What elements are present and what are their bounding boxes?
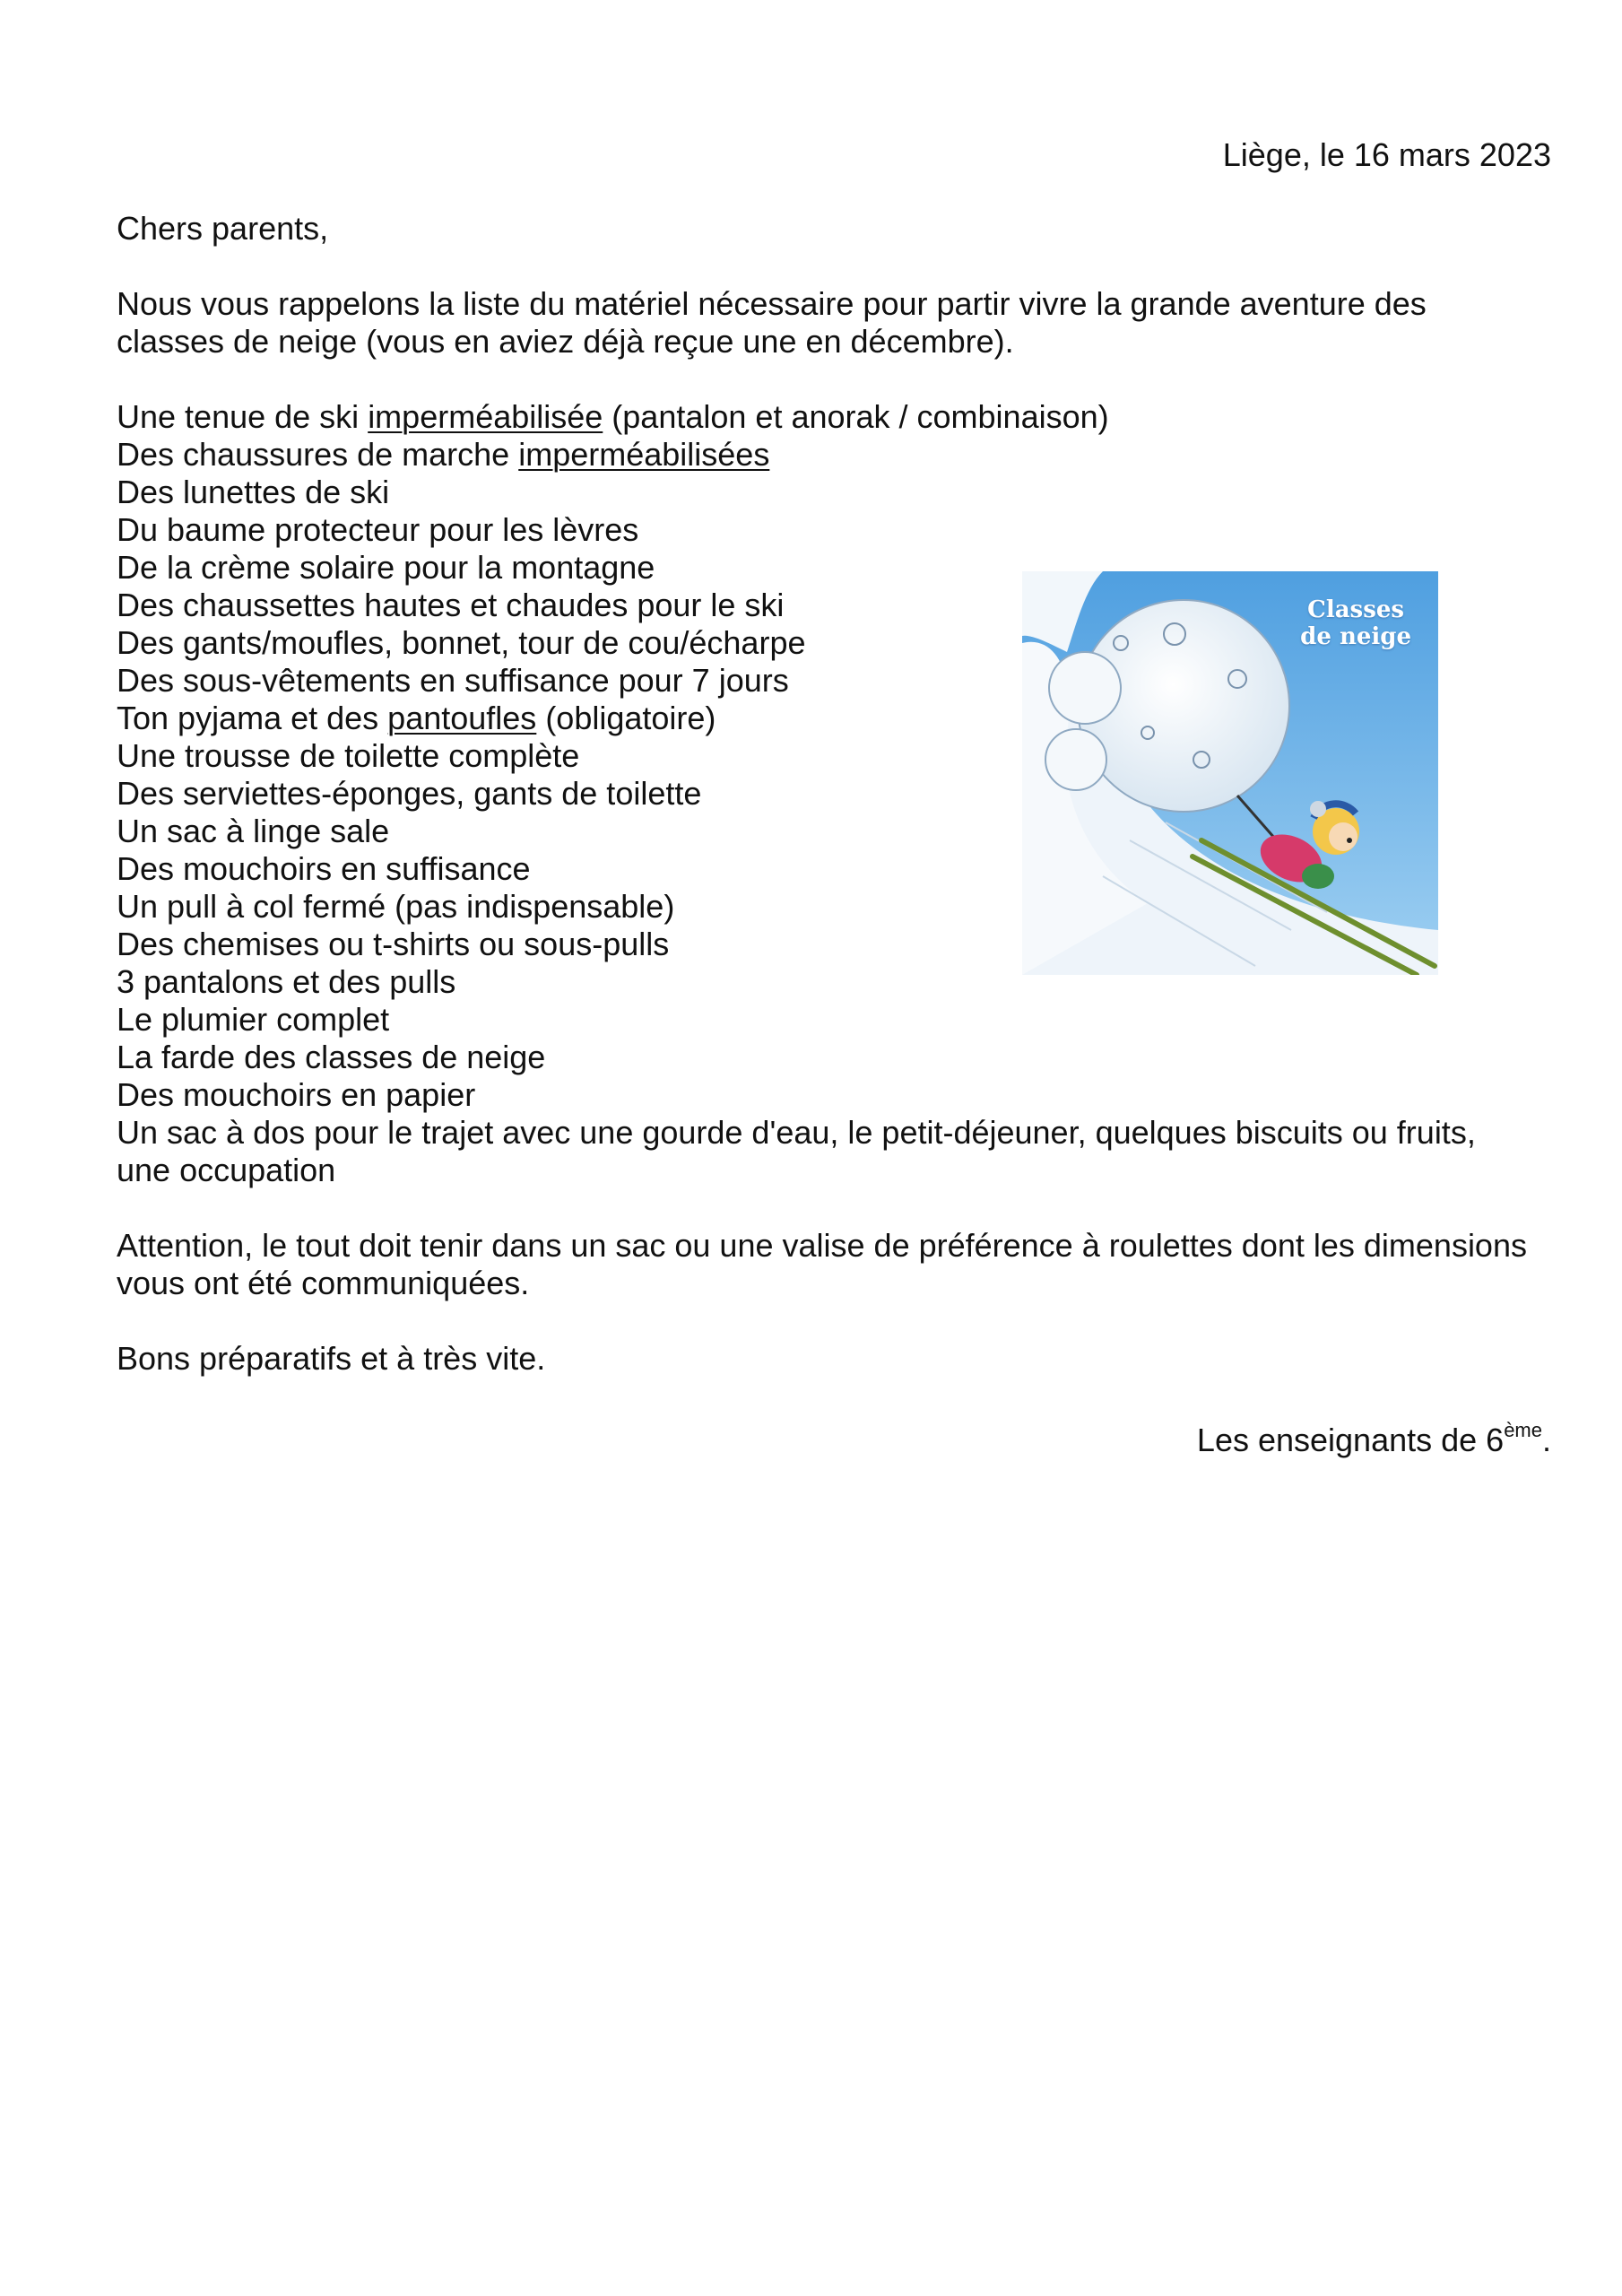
letter-date: Liège, le 16 mars 2023 (1222, 136, 1551, 173)
underlined-text: pantoufles (387, 700, 537, 736)
list-item: Du baume protecteur pour les lèvres (117, 511, 639, 548)
list-item: Des serviettes-éponges, gants de toilette (117, 775, 702, 812)
list-item: Le plumier complet (117, 1001, 390, 1038)
list-item: Des mouchoirs en suffisance (117, 850, 531, 887)
list-item: Une tenue de ski imperméabilisée (pantalon et anorak / combinaison) (117, 398, 1109, 435)
list-item: Des sous-vêtements en suffisance pour 7 jours (117, 662, 789, 699)
list-item: Un pull à col fermé (pas indispensable) (117, 888, 675, 925)
closing-line: Bons préparatifs et à très vite. (117, 1340, 546, 1377)
greeting: Chers parents, (117, 210, 329, 247)
list-item: 3 pantalons et des pulls (117, 963, 456, 1000)
list-item: Des chaussures de marche imperméabilisées (117, 436, 770, 473)
underlined-text: imperméabilisée (368, 398, 603, 435)
list-item: Ton pyjama et des pantoufles (obligatoire) (117, 700, 716, 736)
intro-paragraph: Nous vous rappelons la liste du matériel nécessaire pour partir vivre la grande aventure des classes de neige (vous en aviez déjà reçue une en décembre). (117, 285, 1427, 360)
signature-superscript: ème (1504, 1419, 1542, 1441)
list-item: Des chaussettes hautes et chaudes pour le ski (117, 587, 785, 623)
list-item: Un sac à linge sale (117, 813, 390, 849)
list-item: Un sac à dos pour le trajet avec une gourde d'eau, le petit-déjeuner, quelques biscuits ou fruits, une occupation (117, 1114, 1476, 1188)
list-item: Une trousse de toilette complète (117, 737, 580, 774)
list-item: Des mouchoirs en papier (117, 1076, 476, 1113)
list-item: Des chemises ou t-shirts ou sous-pulls (117, 926, 670, 962)
snow-class-illustration (1022, 571, 1438, 975)
underlined-text: imperméabilisées (518, 436, 770, 473)
list-item: Des gants/moufles, bonnet, tour de cou/écharpe (117, 624, 806, 661)
illustration-title: Classes de neige (1300, 596, 1411, 650)
list-item: Des lunettes de ski (117, 474, 390, 510)
signature: Les enseignants de 6ème. (1196, 1419, 1551, 1458)
list-item: De la crème solaire pour la montagne (117, 549, 655, 586)
list-item: La farde des classes de neige (117, 1039, 546, 1075)
attention-paragraph: Attention, le tout doit tenir dans un sac ou une valise de préférence à roulettes dont les dimensions vous ont été communiquées. (117, 1227, 1527, 1301)
